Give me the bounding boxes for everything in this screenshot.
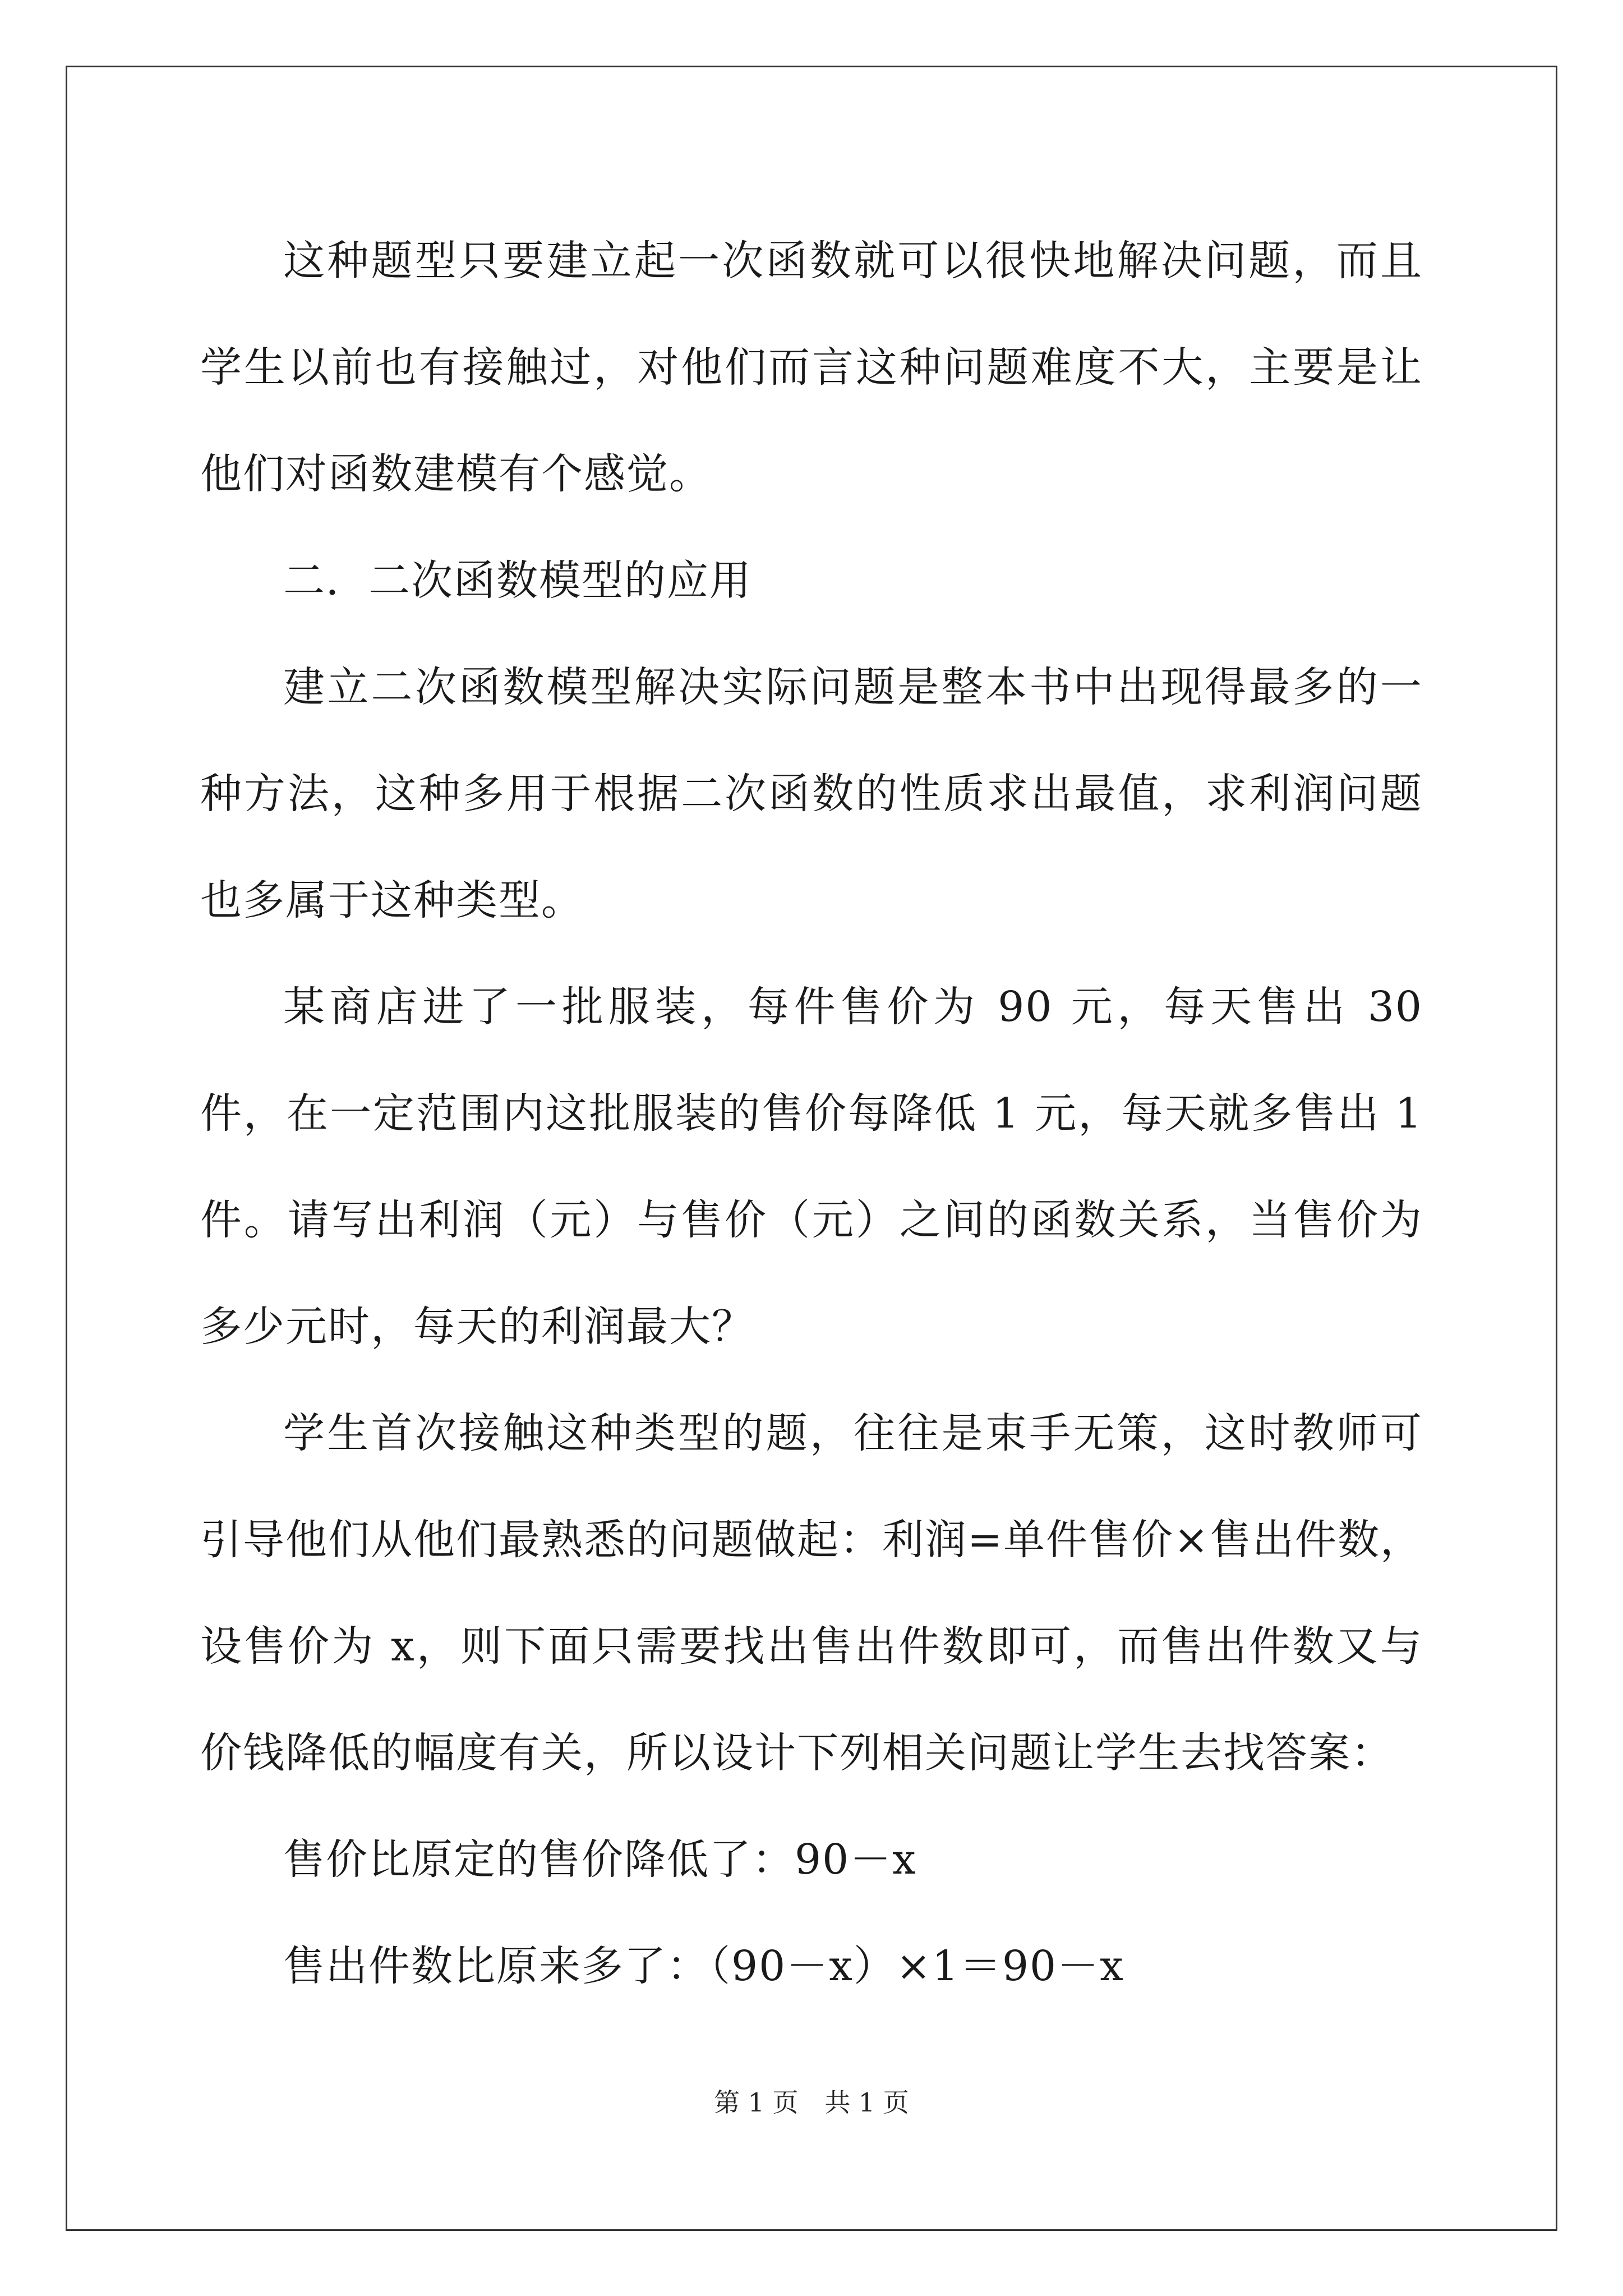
paragraph-2: 建立二次函数模型解决实际问题是整本书中出现得最多的一种方法，这种多用于根据二次函数的性质求出最值，求利润问题也多属于这种类型。 [200,663,1423,924]
page-footer [0,2086,1623,2119]
page-total: 共 1 页 [824,2087,909,2118]
paragraph-1: 这种题型只要建立起一次函数就可以很快地解决问题，而且学生以前也有接触过，对他们而言这种问题难度不大，主要是让他们对函数建模有个感觉。 [200,237,1423,498]
paragraph-4: 学生首次接触这种类型的题，往往是束手无策，这时教师可引导他们从他们最熟悉的问题做起：利润=单件售价×售出件数，设售价为 x，则下面只需要找出售出件数即可，而售出件数又与价钱降低的幅度有关，所以设计下列相关问题让学生去找答案： [200,1409,1423,1777]
document-body [200,208,1423,2019]
section-heading: 二．二次函数模型的应用 [283,556,752,605]
paragraph-6: 售出件数比原来多了：（90－x）×1＝90－x [283,1942,1124,1990]
paragraph-5: 售价比原定的售价降低了：90－x [283,1835,917,1884]
page-number: 第 1 页 [714,2087,799,2118]
paragraph-3: 某商店进了一批服装，每件售价为 90 元，每天售出 30 件，在一定范围内这批服装的售价每降低 1 元，每天就多售出 1 件。请写出利润（元）与售价（元）之间的函数关系，当售价为多少元时，每天的利润最大？ [200,983,1423,1351]
